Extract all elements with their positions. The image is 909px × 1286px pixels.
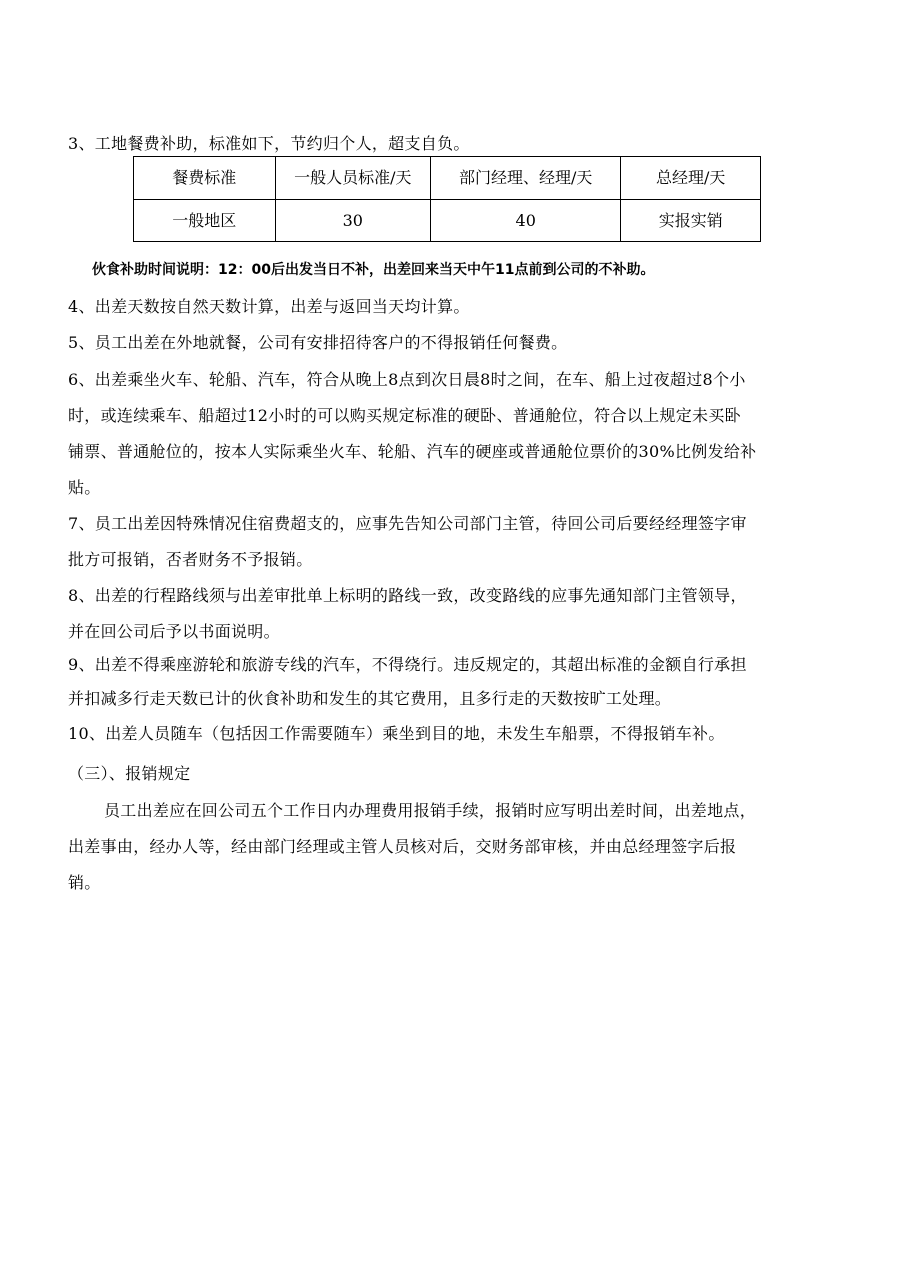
meal-time-note: 伙食补助时间说明：12：00后出发当日不补，出差回来当天中午11点前到公司的不补助。 (92, 262, 655, 278)
item-5: 5、员工出差在外地就餐，公司有安排招待客户的不得报销任何餐费。 (68, 333, 568, 352)
item-9-line: 并扣减多行走天数已计的伙食补助和发生的其它费用，且多行走的天数按旷工处理。 (68, 689, 672, 708)
item-7-line: 批方可报销，否者财务不予报销。 (68, 550, 313, 569)
table-header-row (134, 157, 761, 200)
item-6-line: 铺票、普通舱位的，按本人实际乘坐火车、轮船、汽车的硬座或普通舱位票价的30%比例发给补 (68, 442, 757, 461)
table-header-cell: 一般人员标准/天 (275, 157, 430, 200)
table-header-cell: 总经理/天 (621, 157, 761, 200)
section-body-line: 出差事由，经办人等，经由部门经理或主管人员核对后，交财务部审核，并由总经理签字后报 (68, 837, 737, 856)
table-row (134, 200, 761, 242)
table-header-cell: 部门经理、经理/天 (431, 157, 621, 200)
table-cell: 30 (275, 200, 430, 242)
item-6-line: 贴。 (68, 478, 101, 497)
item-9-line: 9、出差不得乘座游轮和旅游专线的汽车，不得绕行。违反规定的，其超出标准的金额自行承担 (68, 655, 747, 674)
section-body-line: 销。 (68, 873, 101, 892)
item-10: 10、出差人员随车（包括因工作需要随车）乘坐到目的地，未发生车船票，不得报销车补。 (68, 724, 725, 743)
table-header-cell: 餐费标准 (134, 157, 276, 200)
table-cell: 40 (431, 200, 621, 242)
item-8-line: 并在回公司后予以书面说明。 (68, 622, 280, 641)
table-cell: 一般地区 (134, 200, 276, 242)
item-7-line: 7、员工出差因特殊情况住宿费超支的，应事先告知公司部门主管，待回公司后要经经理签字审 (68, 514, 747, 533)
item-3: 3、工地餐费补助，标准如下，节约归个人，超支自负。 (68, 134, 470, 153)
meal-allowance-table (133, 156, 761, 242)
item-6-line: 6、出差乘坐火车、轮船、汽车，符合从晚上8点到次日晨8时之间，在车、船上过夜超过8个小 (68, 370, 746, 389)
item-8-line: 8、出差的行程路线须与出差审批单上标明的路线一致，改变路线的应事先通知部门主管领导， (68, 586, 747, 605)
section-heading: （三）、报销规定 (68, 764, 191, 783)
item-6-line: 时，或连续乘车、船超过12小时的可以购买规定标准的硬卧、普通舱位，符合以上规定未买卧 (68, 406, 741, 425)
item-4: 4、出差天数按自然天数计算，出差与返回当天均计算。 (68, 297, 470, 316)
section-body-line: 员工出差应在回公司五个工作日内办理费用报销手续，报销时应写明出差时间，出差地点， (104, 801, 757, 820)
table-cell: 实报实销 (621, 200, 761, 242)
